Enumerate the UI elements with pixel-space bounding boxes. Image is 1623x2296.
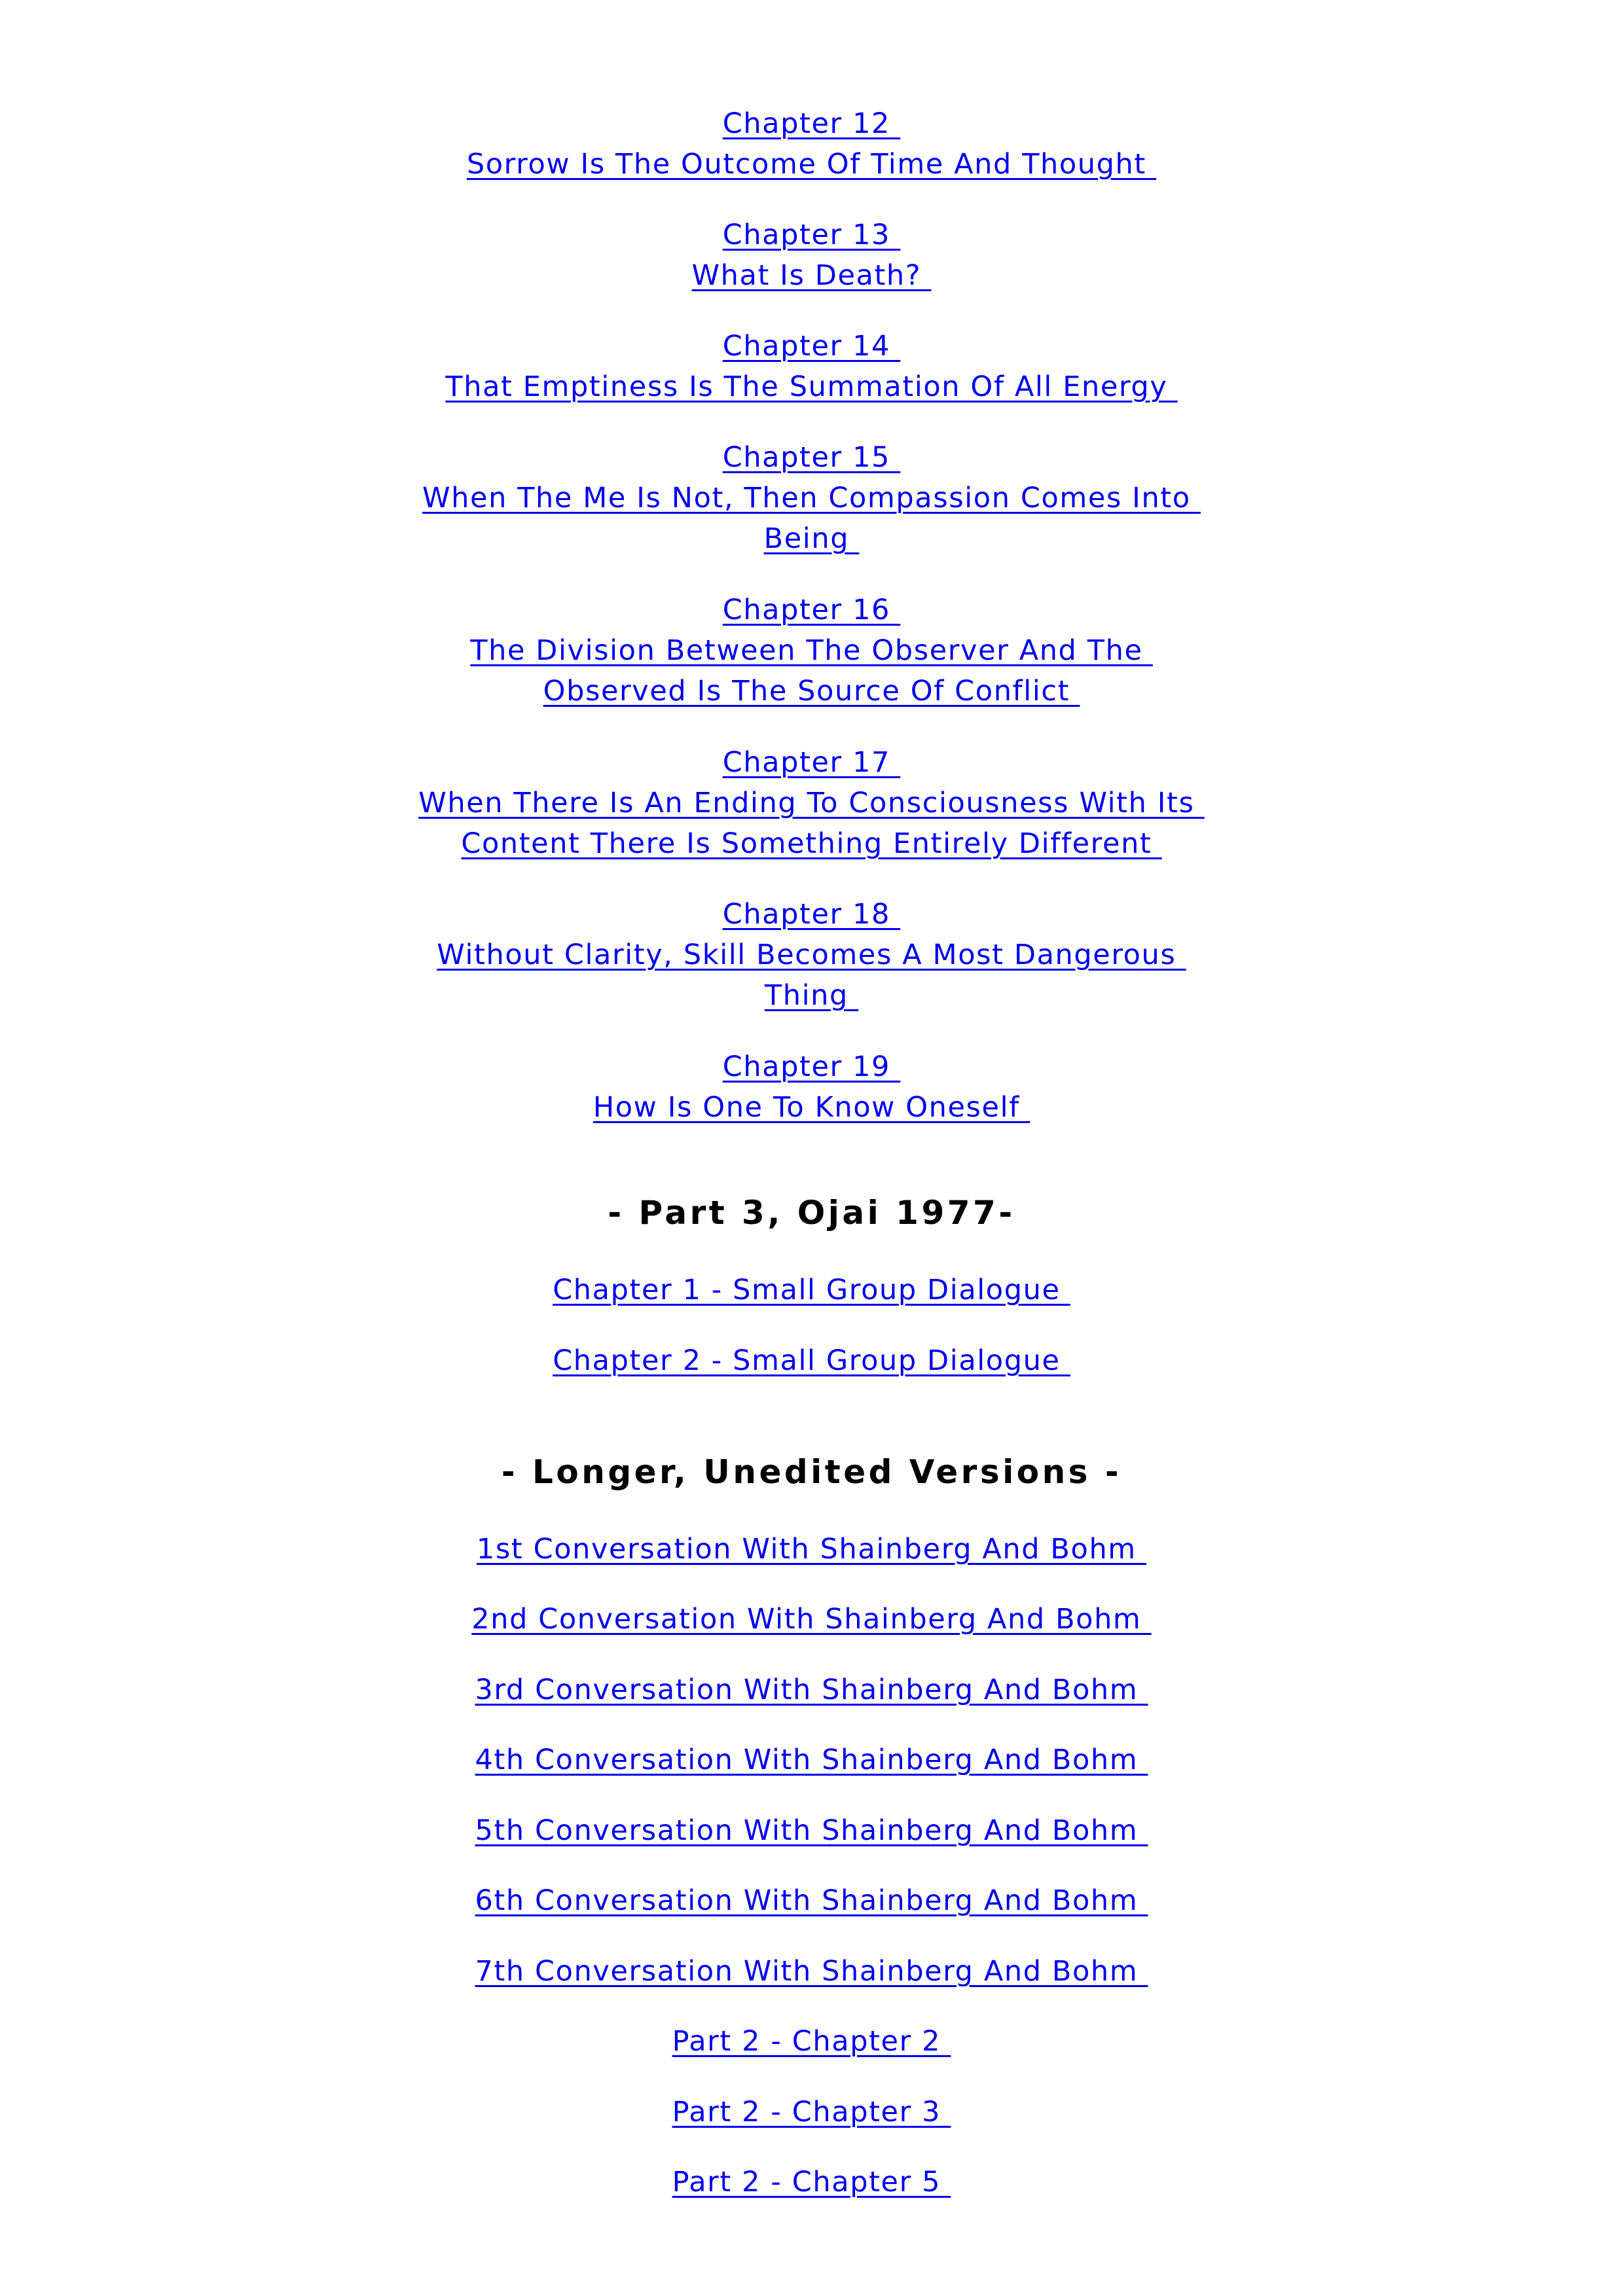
chapter-16-title-link-cont[interactable]: Observed Is The Source Of Conflict: [543, 675, 1080, 708]
longer-link-row: [0, 2162, 1623, 2202]
toc-entry-chapter-14: [0, 326, 1623, 407]
part-3-heading: - Part 3, Ojai 1977-: [608, 1194, 1015, 1232]
toc-entry-chapter-15: [0, 437, 1623, 559]
longer-link-row: [0, 1599, 1623, 1640]
toc-entry-chapter-16: [0, 590, 1623, 711]
conversation-6-link[interactable]: 6th Conversation With Shainberg And Bohm: [475, 1884, 1148, 1917]
longer-link-row: [0, 1880, 1623, 1921]
longer-versions-heading: - Longer, Unedited Versions -: [501, 1453, 1122, 1491]
chapter-14-title-link[interactable]: That Emptiness Is The Summation Of All Energy: [445, 370, 1178, 403]
part-3-link-2-row: [0, 1340, 1623, 1381]
chapter-17-link[interactable]: Chapter 17: [722, 746, 901, 779]
toc-entry-chapter-13: [0, 215, 1623, 296]
conversation-7-link[interactable]: 7th Conversation With Shainberg And Bohm: [475, 1955, 1148, 1988]
chapter-19-link[interactable]: Chapter 19: [722, 1050, 901, 1083]
chapter-15-title-link-cont[interactable]: Being: [763, 522, 860, 555]
chapter-19-title-link[interactable]: How Is One To Know Oneself: [593, 1091, 1030, 1124]
part-3-chapter-2-link[interactable]: Chapter 2 - Small Group Dialogue: [553, 1344, 1070, 1377]
conversation-2-link[interactable]: 2nd Conversation With Shainberg And Bohm: [471, 1603, 1152, 1636]
part-2-chapter-5-link[interactable]: Part 2 - Chapter 5: [672, 2166, 951, 2198]
longer-link-row: [0, 2092, 1623, 2132]
conversation-1-link[interactable]: 1st Conversation With Shainberg And Bohm: [476, 1533, 1147, 1566]
longer-link-row: [0, 1740, 1623, 1780]
chapter-18-title-link[interactable]: Without Clarity, Skill Becomes A Most Dangerous: [437, 939, 1186, 971]
chapter-15-link[interactable]: Chapter 15: [722, 441, 901, 474]
chapter-18-title-link-cont[interactable]: Thing: [764, 979, 859, 1012]
part-2-chapter-3-link[interactable]: Part 2 - Chapter 3: [672, 2096, 951, 2128]
chapter-12-title-link[interactable]: Sorrow Is The Outcome Of Time And Thought: [466, 148, 1157, 181]
toc-entry-chapter-19: [0, 1047, 1623, 1128]
chapter-16-link[interactable]: Chapter 16: [722, 594, 901, 626]
chapter-17-title-link[interactable]: When There Is An Ending To Consciousness With Its: [418, 787, 1205, 819]
longer-link-row: [0, 1529, 1623, 1570]
toc-entry-chapter-18: [0, 894, 1623, 1016]
longer-link-row: [0, 1670, 1623, 1710]
conversation-4-link[interactable]: 4th Conversation With Shainberg And Bohm: [475, 1744, 1148, 1776]
chapter-13-link[interactable]: Chapter 13: [722, 219, 901, 251]
part-3-link-1-row: [0, 1270, 1623, 1310]
longer-link-row: [0, 1951, 1623, 1992]
chapter-15-title-link[interactable]: When The Me Is Not, Then Compassion Comes Into: [422, 482, 1201, 514]
chapter-13-title-link[interactable]: What Is Death?: [691, 259, 932, 292]
part-3-chapter-1-link[interactable]: Chapter 1 - Small Group Dialogue: [553, 1274, 1070, 1306]
conversation-3-link[interactable]: 3rd Conversation With Shainberg And Bohm: [475, 1674, 1148, 1706]
chapter-14-link[interactable]: Chapter 14: [722, 330, 901, 363]
chapter-17-title-link-cont[interactable]: Content There Is Something Entirely Different: [461, 827, 1162, 860]
longer-link-row: [0, 2021, 1623, 2062]
part-2-chapter-2-link[interactable]: Part 2 - Chapter 2: [672, 2025, 951, 2058]
chapter-16-title-link[interactable]: The Division Between The Observer And The: [470, 634, 1153, 667]
conversation-5-link[interactable]: 5th Conversation With Shainberg And Bohm: [475, 1814, 1148, 1847]
toc-entry-chapter-17: [0, 742, 1623, 864]
toc-entry-chapter-12: [0, 103, 1623, 185]
chapter-12-link[interactable]: Chapter 12: [722, 107, 901, 140]
chapter-18-link[interactable]: Chapter 18: [722, 898, 901, 931]
longer-link-row: [0, 1810, 1623, 1851]
